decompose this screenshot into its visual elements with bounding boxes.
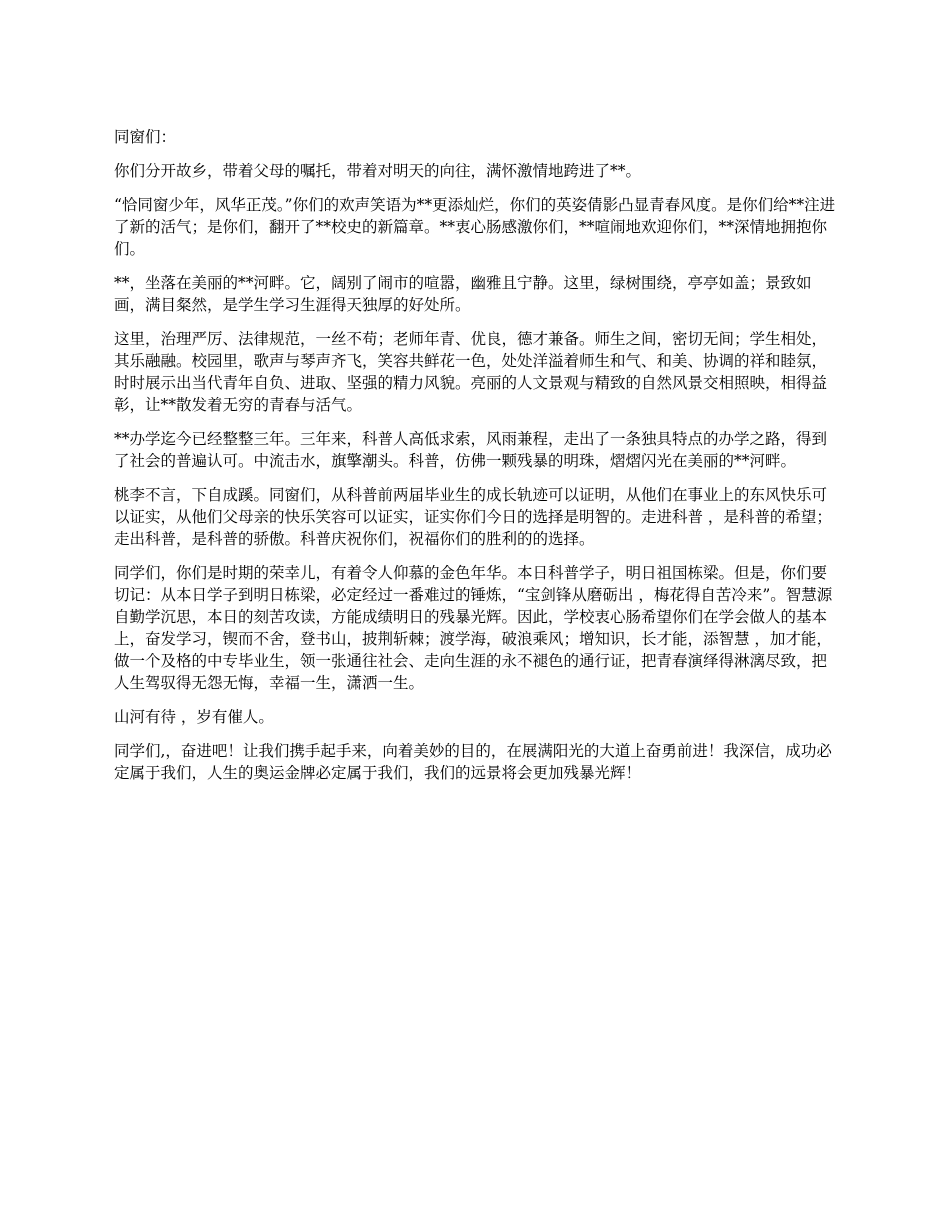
document-body [114, 126, 838, 796]
paragraph-2: “恰同窗少年，风华正茂。”你们的欢声笑语为**更添灿烂，你们的英姿倩影凸显青春风度。是你们给**注进了新的活气；是你们，翻开了**校史的新篇章。**衷心肠感激你们，**喧闹地欢迎你们，**深情地拥抱你们。 [114, 196, 836, 258]
paragraph-3: **，坐落在美丽的**河畔。它，阔别了闹市的喧嚣，幽雅且宁静。这里，绿树围绕，亭亭如盖；景致如画，满目粲然，是学生学习生涯得天独厚的好处所。 [114, 274, 812, 314]
salutation: 同窗们： [114, 128, 177, 146]
paragraph-4: 这里，治理严厉、法律规范，一丝不苟；老师年青、优良，德才兼备。师生之间，密切无间；学生相处，其乐融融。校园里，歌声与琴声齐飞，笑容共鲜花一色，处处洋溢着师生和气、和美、协调的祥和睦氛，时时展示出当代青年自负、进取、坚强的精力风貌。亮丽的人文景观与精致的自然风景交相照映，相得益彰，让**散发着无穷的青春与活气。 [114, 330, 828, 414]
paragraph-1: 你们分开故乡，带着父母的嘱托，带着对明天的向往，满怀激情地跨进了**。 [114, 162, 642, 180]
paragraph-5: **办学迄今已经整整三年。三年来，科普人高低求索，风雨兼程，走出了一条独具特点的办学之路，得到了社会的普遍认可。中流击水，旗擎潮头。科普，仿佛一颗残暴的明珠，熠熠闪光在美丽的**河畔。 [114, 430, 828, 470]
paragraph-9: 同学们,，奋进吧！让我们携手起手来，向着美妙的目的，在展满阳光的大道上奋勇前进！我深信，成功必定属于我们，人生的奥运金牌必定属于我们，我们的远景将会更加残暴光辉！ [114, 742, 832, 782]
paragraph-8: 山河有待 ，岁有催人。 [114, 708, 274, 726]
paragraph-6: 桃李不言，下自成蹊。同窗们，从科普前两届毕业生的成长轨迹可以证明，从他们在事业上的东风快乐可以证实，从他们父母亲的快乐笑容可以证实，证实你们今日的选择是明智的。走进科普 ，是科普的希望；走出科普，是科普的骄傲。科普庆祝你们，祝福你们的胜利的的选择。 [114, 486, 832, 548]
paragraph-7: 同学们，你们是时期的荣幸儿，有着令人仰慕的金色年华。本日科普学子，明日祖国栋梁。但是，你们要切记：从本日学子到明日栋梁，必定经过一番难过的锤炼，“宝剑锋从磨砺出 ，梅花得自苦冷来”。智慧源自勤学沉思，本日的刻苦攻读，方能成绩明日的残暴光辉。因此，学校衷心肠希望你们在学会做人的基本上，奋发学习，锲而不舍，登书山，披荆斩棘；渡学海，破浪乘风；增知识，长才能，添智慧 ，加才能，做一个及格的中专毕业生，领一张通往社会、走向生涯的永不褪色的通行证，把青春演绎得淋漓尽致，把人生驾驭得无怨无悔，幸福一生，潇洒一生。 [114, 564, 833, 692]
